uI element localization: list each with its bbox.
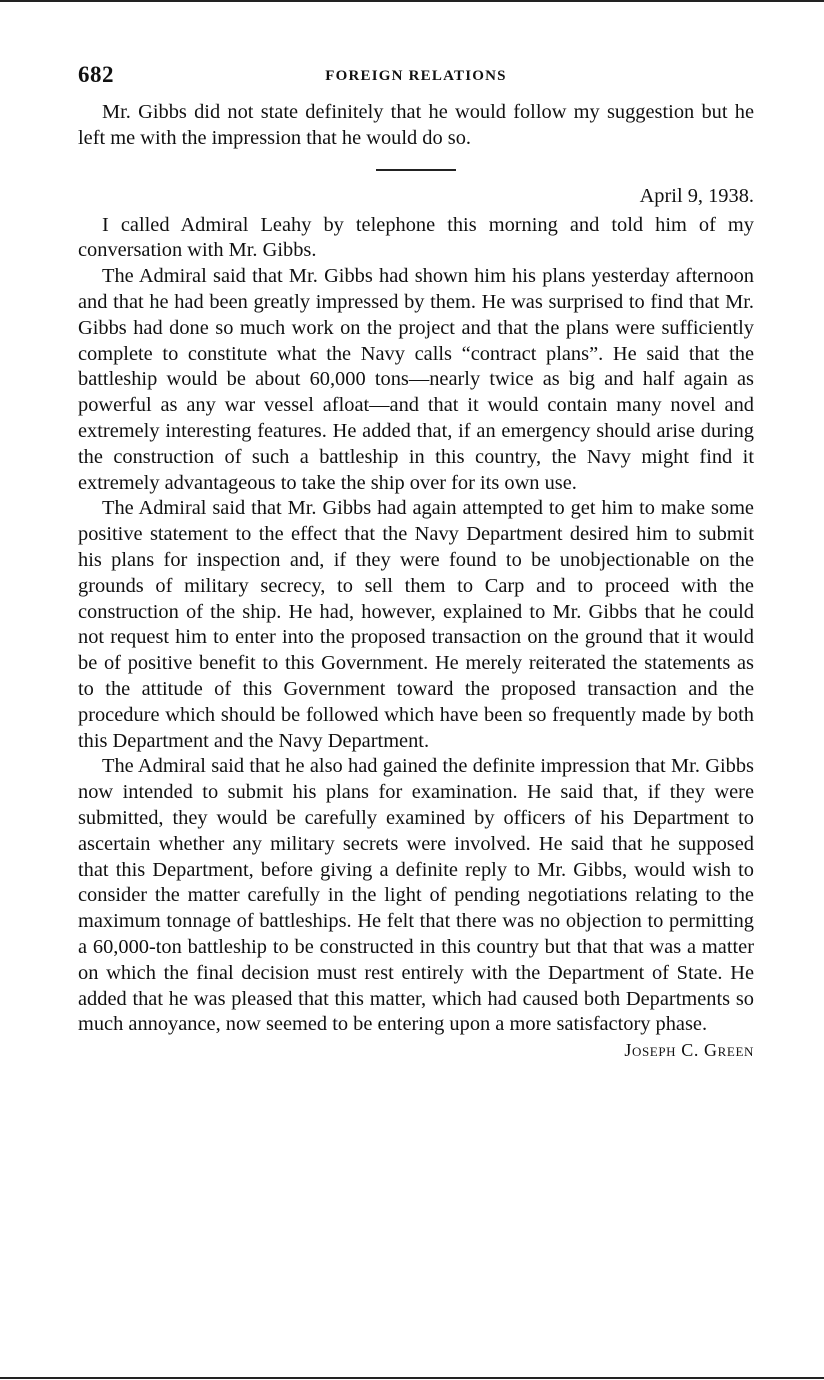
running-head	[78, 62, 754, 92]
paragraph-4: The Admiral said that he also had gained the definite impression that Mr. Gibbs now intended to submit his plans for examination. He said that, if they were submitted, they would be carefully examined by officers of his Department to ascertain whether any military secrets were involved. He said that he supposed that this Department, before giving a definite reply to Mr. Gibbs, would wish to consider the matter carefully in the light of pending negotiations relating to the maximum tonnage of battleships. He felt that there was no objection to permitting a 60,000-ton battleship to be constructed in this country but that that was a matter on which the final decision must rest entirely with the Department of State. He added that he was pleased that this matter, which had caused both Departments so much annoyance, now seemed to be entering upon a more satisfactory phase.	[78, 755, 754, 1036]
signature: Joseph C. Green	[624, 1040, 754, 1061]
document-page	[78, 62, 754, 1062]
running-title: FOREIGN RELATIONS	[325, 68, 507, 84]
paragraph-1: I called Admiral Leahy by telephone this morning and told him of my conversation with Mr. Gibbs.	[78, 213, 754, 262]
page-number: 682	[78, 62, 114, 87]
paragraph-2: The Admiral said that Mr. Gibbs had shown him his plans yesterday afternoon and that he had been greatly impressed by them. He was surprised to find that Mr. Gibbs had done so much work on the project and that the plans were sufficiently complete to constitute what the Navy calls “contract plans”. He said that the battleship would be about 60,000 tons—nearly twice as big and half again as powerful as any war vessel afloat—and that it would contain many novel and extremely interesting features. He added that, if an emergency should arise during the construction of such a battleship in this country, the Navy might find it extremely advantageous to take the ship over for its own use.	[78, 265, 754, 494]
paragraph-3: The Admiral said that Mr. Gibbs had again attempted to get him to make some positive statement to the effect that the Navy Department desired him to submit his plans for inspection and, if they were found to be unobjectionable on the grounds of military secrecy, to sell them to Carp and to proceed with the construction of the ship. He had, however, explained to Mr. Gibbs that he could not request him to enter into the proposed transaction on the ground that it would be of positive benefit to this Government. He merely reiterated the statements as to the attitude of this Government toward the proposed transaction and the procedure which should be followed which have been so frequently made by both this Department and the Navy Department.	[78, 497, 754, 752]
top-border-rule	[0, 0, 824, 2]
bottom-border-rule	[0, 1377, 824, 1379]
section-separator	[376, 169, 456, 171]
opening-paragraph: Mr. Gibbs did not state definitely that he would follow my suggestion but he left me with the impression that he would do so.	[78, 101, 754, 149]
entry-date: April 9, 1938.	[639, 184, 754, 207]
